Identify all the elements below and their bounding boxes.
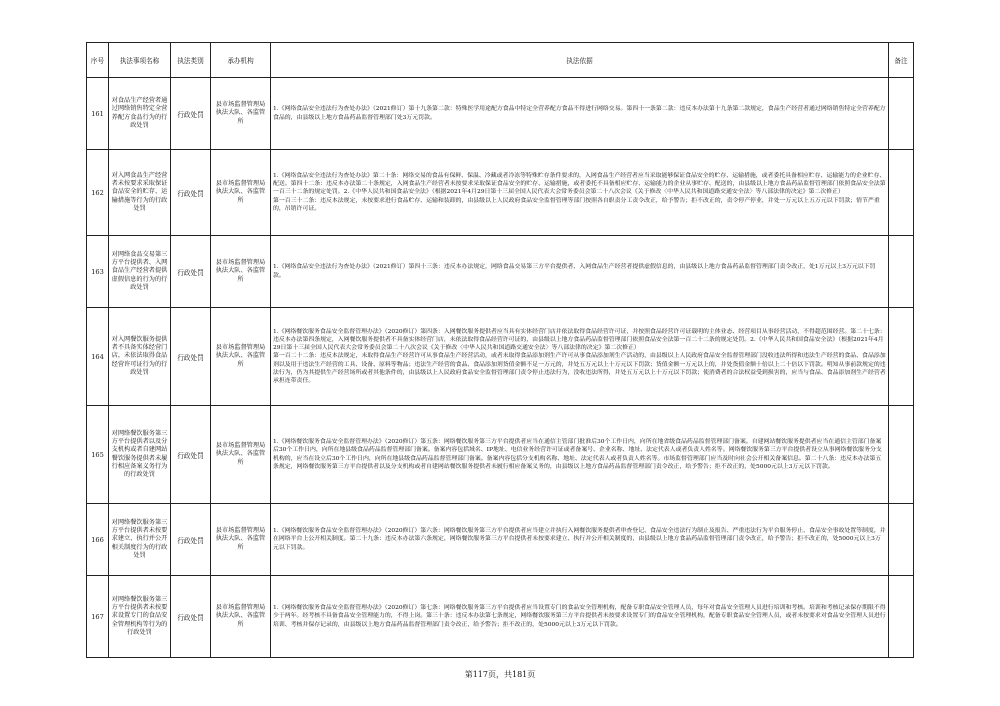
row-org: 县市场监督管理局执法大队、各监管所 (211, 150, 271, 236)
row-org: 县市场监督管理局执法大队、各监管所 (211, 236, 271, 308)
header-note: 备注 (889, 43, 914, 78)
row-item-name: 对食品生产经营者通过网络销售特定全营养配方食品行为的行政处罚 (109, 78, 171, 150)
row-note (889, 78, 914, 150)
row-note (889, 576, 914, 658)
row-org: 县市场监督管理局执法大队、各监管所 (211, 576, 271, 658)
row-basis: 1.《网络食品安全违法行为查处办法》（2021修订）第十九条第二款：特殊医学用途配方食品中特定全营养配方食品不得进行网络交易。第四十一条第二款：违反本办法第十九条第二款规定，食品生产经营者通过网络销售特定全营养配方食品的，由县级以上地方食品药品监督管理部门处3万元罚款。 (271, 78, 889, 150)
row-number: 164 (87, 308, 109, 406)
row-basis: 1.《网络食品安全违法行为查处办法》第二十条：网络交易的食品有保鲜、保温、冷藏或者冷冻等特殊贮存条件要求的，入网食品生产经营者应当采取能够保证食品安全的贮存、运输措施，或者委托具备相应贮存、运输能力的企业贮存、配送。第四十二条：违反本办法第二十条规定，入网食品生产经营者未按要求采取保证食品安全的贮存、运输措施，或者委托不具备相应贮存、运输能力的企业从事贮存、配送的，由县级以上地方食品药品监督管理部门依照食品安全法第一百三十二条的规定处罚。2.《中华人民共和国食品安全法》（根据2021年4月29日第十三届全国人民代表大会常务委员会第二十八次会议《关于修改〈中华人民共和国道路交通安全法〉等八部法律的决定》第二次修正） 第一百三十二条：违反本法规定，未按要求进行食品贮存、运输和装卸的，由县级以上人民政府食品安全监督管理等部门按照各自职责分工责令改正，给予警告；拒不改正的，责令停产停业，并处一万元以上五万元以下罚款；情节严重的，吊销许可证。 (271, 150, 889, 236)
row-item-name: 对网络食品交易第三方平台提供者、入网食品生产经营者提供虚假信息的行为的行政处罚 (109, 236, 171, 308)
row-type: 行政处罚 (171, 150, 211, 236)
row-basis: 1.《网络餐饮服务食品安全监督管理办法》（2020修订）第七条：网络餐饮服务第三方平台提供者应当设置专门的食品安全管理机构，配备专职食品安全管理人员，每年对食品安全管理人员进行培训和考核。培训和考核记录保存期限不得少于两年。经考核不具备食品安全管理能力的，不得上岗。第三十条：违反本办法第七条规定，网络餐饮服务第三方平台提供者未按要求设置专门的食品安全管理机构，配备专职食品安全管理人员，或者未按要求对食品安全管理人员进行培训、考核并保存记录的，由县级以上地方食品药品监督管理部门责令改正，给予警告；拒不改正的，处5000元以上3万元以下罚款。 (271, 576, 889, 658)
row-number: 167 (87, 576, 109, 658)
table-row (87, 504, 914, 576)
row-note (889, 236, 914, 308)
row-number: 162 (87, 150, 109, 236)
row-type: 行政处罚 (171, 308, 211, 406)
row-type: 行政处罚 (171, 236, 211, 308)
header-type: 执法类别 (171, 43, 211, 78)
row-type: 行政处罚 (171, 504, 211, 576)
page-footer: 第117页，共181页 (464, 670, 536, 679)
table-row (87, 78, 914, 150)
table-row (87, 406, 914, 504)
row-note (889, 504, 914, 576)
law-enforcement-table (86, 42, 914, 658)
row-note (889, 406, 914, 504)
header-num: 序号 (87, 43, 109, 78)
row-note (889, 150, 914, 236)
table-header-row (87, 43, 914, 78)
row-note (889, 308, 914, 406)
row-number: 166 (87, 504, 109, 576)
header-org: 承办机构 (211, 43, 271, 78)
row-item-name: 对网络餐饮服务第三方平台提供者以及分支机构或者自建网站餐饮服务提供者未履行相应备案义务行为的行政处罚 (109, 406, 171, 504)
header-basis: 执法依据 (271, 43, 889, 78)
row-org: 县市场监督管理局执法大队、各监管所 (211, 504, 271, 576)
header-item: 执法事项名称 (109, 43, 171, 78)
row-number: 165 (87, 406, 109, 504)
row-item-name: 对入网餐饮服务提供者不具备实体经营门店，未依法取得食品经营许可证行为的行政处罚 (109, 308, 171, 406)
table-row (87, 308, 914, 406)
row-item-name: 对网络餐饮服务第三方平台提供者未按要求设置专门的食品安全管理机构等行为的行政处罚 (109, 576, 171, 658)
row-item-name: 对网络餐饮服务第三方平台提供者未按要求建立、执行并公开相关制度行为的行政处罚 (109, 504, 171, 576)
row-type: 行政处罚 (171, 78, 211, 150)
table-row (87, 576, 914, 658)
row-org: 县市场监督管理局执法大队、各监管所 (211, 308, 271, 406)
row-basis: 1.《网络餐饮服务食品安全监督管理办法》（2020修订）第六条：网络餐饮服务第三方平台提供者应当建立并执行入网餐饮服务提供者审查登记、食品安全违法行为制止及报告、严重违法行为平台服务停止、食品安全事故处置等制度，并在网络平台上公开相关制度。第二十九条：违反本办法第六条规定，网络餐饮服务第三方平台提供者未按要求建立、执行并公开相关制度的，由县级以上地方食品药品监督管理部门责令改正，给予警告；拒不改正的，处5000元以上3万元以下罚款。 (271, 504, 889, 576)
row-basis: 1.《网络餐饮服务食品安全监督管理办法》（2020修订）第四条：入网餐饮服务提供者应当具有实体经营门店并依法取得食品经营许可证，并按照食品经营许可证载明的主体业态、经营项目从事经营活动，不得超范围经营。第二十七条：违反本办法第四条规定，入网餐饮服务提供者不具备实体经营门店，未依法取得食品经营许可证的，由县级以上地方食品药品监督管理部门依照食品安全法第一百二十二条的规定处罚。2.《中华人民共和国食品安全法》（根据2021年4月29日第十三届全国人民代表大会常务委员会第二十八次会议《关于修改〈中华人民共和国道路交通安全法〉等八部法律的决定》第二次修正） 第一百二十二条：违反本法规定，未取得食品生产经营许可从事食品生产经营活动，或者未取得食品添加剂生产许可从事食品添加剂生产活动的，由县级以上人民政府食品安全监督管理部门没收违法所得和违法生产经营的食品、食品添加剂以及用于违法生产经营的工具、设备、原料等物品；违法生产经营的食品、食品添加剂货值金额不足一万元的，并处五万元以上十万元以下罚款；货值金额一万元以上的，并处货值金额十倍以上二十倍以下罚款。明知从事前款规定的违法行为，仍为其提供生产经营场所或者其他条件的，由县级以上人民政府食品安全监督管理部门责令停止违法行为，没收违法所得，并处五万元以上十万元以下罚款；使消费者的合法权益受到损害的，应当与食品、食品添加剂生产经营者承担连带责任。 (271, 308, 889, 406)
row-basis: 1.《网络餐饮服务食品安全监督管理办法》（2020修订）第五条：网络餐饮服务第三方平台提供者应当在通信主管部门批准后30个工作日内，向所在地省级食品药品监督管理部门备案。自建网站餐饮服务提供者应当在通信主管部门备案后30个工作日内，向所在地县级食品药品监督管理部门备案。备案内容包括域名、IP地址、电信业务经营许可证或者备案号、企业名称、地址、法定代表人或者负责人姓名等。网络餐饮服务第三方平台提供者设立从事网络餐饮服务分支机构的，应当在设立后30个工作日内，向所在地县级食品药品监督管理部门备案。备案内容包括分支机构名称、地址、法定代表人或者负责人姓名等。市场监督管理部门应当及时向社会公开相关备案信息。第二十八条：违反本办法第五条规定，网络餐饮服务第三方平台提供者以及分支机构或者自建网站餐饮服务提供者未履行相应备案义务的，由县级以上地方食品药品监督管理部门责令改正，给予警告；拒不改正的，处5000元以上3万元以下罚款。 (271, 406, 889, 504)
row-type: 行政处罚 (171, 576, 211, 658)
row-basis: 1.《网络食品安全违法行为查处办法》（2021修订）第四十三条：违反本办法规定，网络食品交易第三方平台提供者、入网食品生产经营者提供虚假信息的，由县级以上地方食品药品监督管理部门责令改正，处1万元以上3万元以下罚款。 (271, 236, 889, 308)
table-row (87, 236, 914, 308)
row-org: 县市场监督管理局执法大队、各监管所 (211, 78, 271, 150)
row-number: 161 (87, 78, 109, 150)
row-org: 县市场监督管理局执法大队、各监管所 (211, 406, 271, 504)
row-number: 163 (87, 236, 109, 308)
row-type: 行政处罚 (171, 406, 211, 504)
table-row (87, 150, 914, 236)
row-item-name: 对入网食品生产经营者未按要求采取保证食品安全的贮存、运输措施等行为的行政处罚 (109, 150, 171, 236)
